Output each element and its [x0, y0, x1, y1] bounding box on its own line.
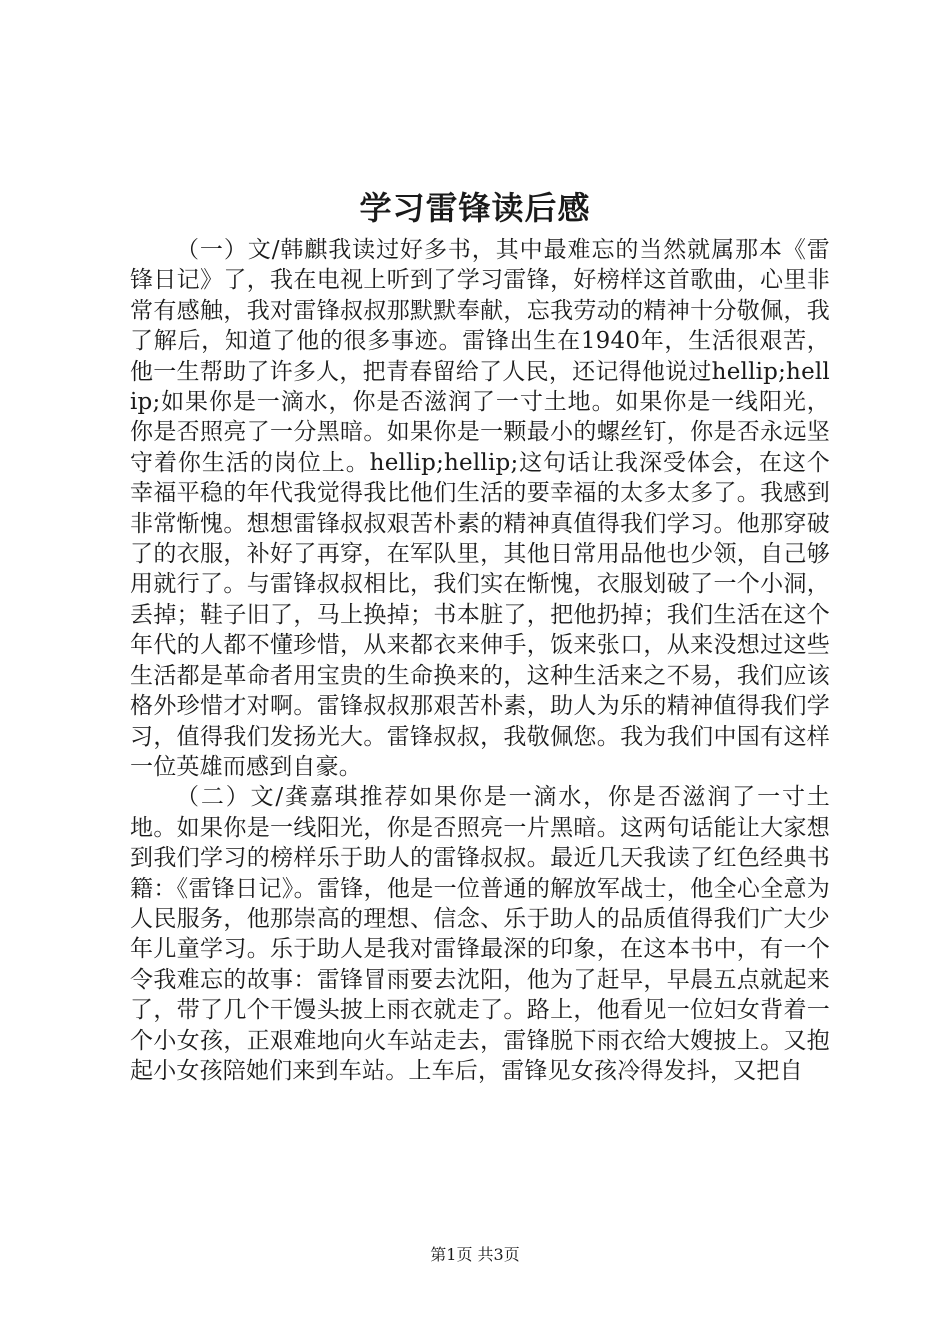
document-body [130, 235, 830, 1086]
page-footer: 第1页 共3页 [430, 1245, 520, 1264]
paragraph-1: （一）文/韩麒我读过好多书，其中最难忘的当然就属那本《雷锋日记》了，我在电视上听到了学习雷锋，好榜样这首歌曲，心里非常有感触，我对雷锋叔叔那默默奉献，忘我劳动的精神十分敬佩，我了解后，知道了他的很多事迹。雷锋出生在1940年，生活很艰苦，他一生帮助了许多人，把青春留给了人民，还记得他说过hellip;hellip;如果你是一滴水，你是否滋润了一寸土地。如果你是一线阳光，你是否照亮了一分黑暗。如果你是一颗最小的螺丝钉，你是否永远坚守着你生活的岗位上。hellip;hellip;这句话让我深受体会，在这个幸福平稳的年代我觉得我比他们生活的要幸福的太多太多了。我感到非常惭愧。想想雷锋叔叔艰苦朴素的精神真值得我们学习。他那穿破了的衣服，补好了再穿，在军队里，其他日常用品他也少领，自己够用就行了。与雷锋叔叔相比，我们实在惭愧，衣服划破了一个小洞，丢掉；鞋子旧了，马上换掉；书本脏了，把他扔掉；我们生活在这个年代的人都不懂珍惜，从来都衣来伸手，饭来张口，从来没想过这些生活都是革命者用宝贵的生命换来的，这种生活来之不易，我们应该格外珍惜才对啊。雷锋叔叔那艰苦朴素，助人为乐的精神值得我们学习，值得我们发扬光大。雷锋叔叔，我敬佩您。我为我们中国有这样一位英雄而感到自豪。 [130, 237, 830, 780]
paragraph-2: （二）文/龚嘉琪推荐如果你是一滴水，你是否滋润了一寸土地。如果你是一线阳光，你是否照亮一片黑暗。这两句话能让大家想到我们学习的榜样乐于助人的雷锋叔叔。最近几天我读了红色经典书籍：《雷锋日记》。雷锋，他是一位普通的解放军战士，他全心全意为人民服务，他那崇高的理想、信念、乐于助人的品质值得我们广大少年儿童学习。乐于助人是我对雷锋最深的印象，在这本书中，有一个令我难忘的故事：雷锋冒雨要去沈阳，他为了赶早，早晨五点就起来了，带了几个干馒头披上雨衣就走了。路上，他看见一位妇女背着一个小女孩，正艰难地向火车站走去，雷锋脱下雨衣给大嫂披上。又抱起小女孩陪她们来到车站。上车后，雷锋见女孩冷得发抖，又把自 [130, 784, 830, 1084]
document-title: 学习雷锋读后感 [359, 189, 591, 227]
